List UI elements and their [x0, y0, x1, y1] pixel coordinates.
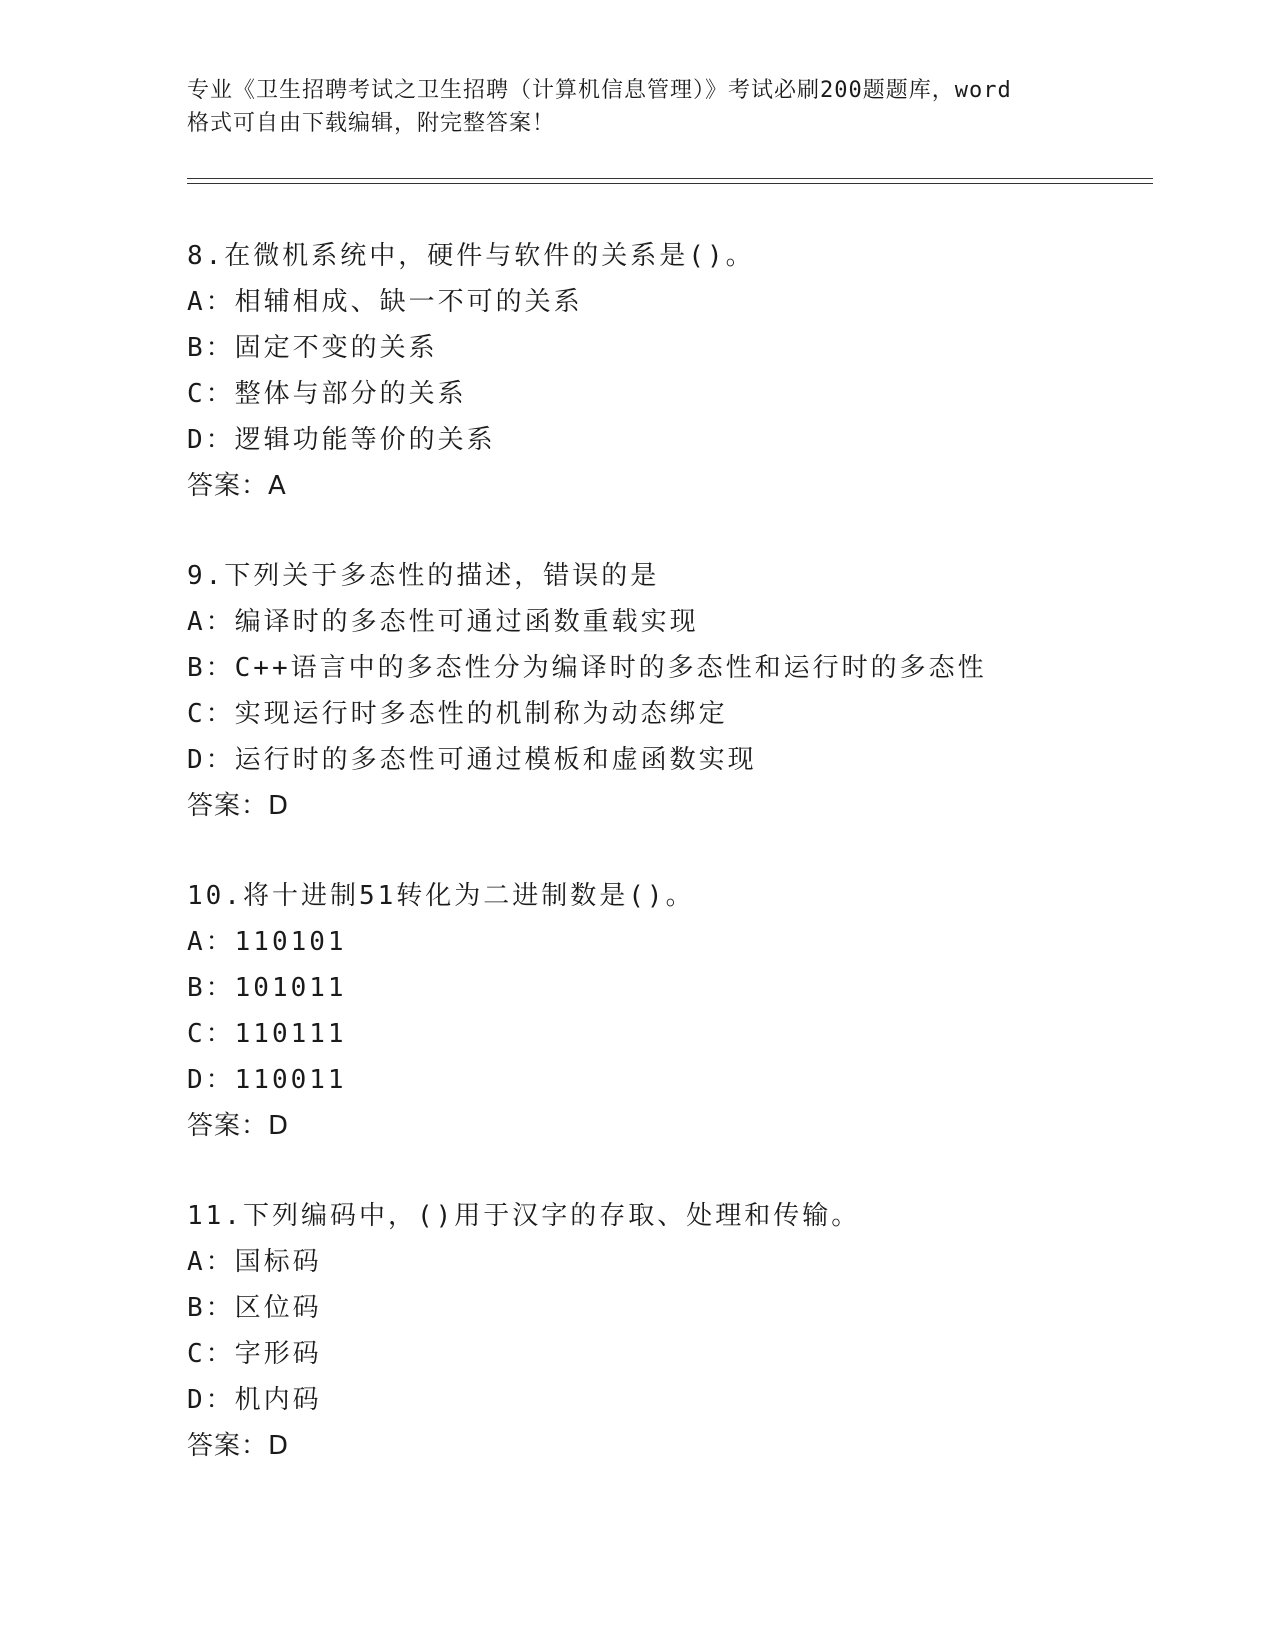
header-divider-top — [187, 178, 1153, 179]
question-stem: 10.将十进制51转化为二进制数是()。 — [187, 881, 695, 911]
option-a: A：110101 — [187, 927, 347, 957]
header-line-1: 专业《卫生招聘考试之卫生招聘（计算机信息管理）》考试必刷200题题库，word — [187, 78, 1012, 103]
option-d: D：机内码 — [187, 1385, 322, 1415]
option-c: C：110111 — [187, 1019, 347, 1049]
option-b: B：C++语言中的多态性分为编译时的多态性和运行时的多态性 — [187, 653, 987, 683]
document-header — [187, 74, 1087, 140]
answer-label: 答案：D — [187, 791, 290, 821]
option-b: B：101011 — [187, 973, 347, 1003]
answer-label: 答案：D — [187, 1431, 290, 1461]
answer-label: 答案：A — [187, 471, 287, 501]
question-stem: 9.下列关于多态性的描述，错误的是 — [187, 561, 660, 591]
option-d: D：逻辑功能等价的关系 — [187, 425, 496, 455]
option-d: D：110011 — [187, 1065, 347, 1095]
option-a: A：国标码 — [187, 1247, 322, 1277]
question-stem: 11.下列编码中，()用于汉字的存取、处理和传输。 — [187, 1201, 861, 1231]
option-c: C：实现运行时多态性的机制称为动态绑定 — [187, 699, 728, 729]
question-stem: 8.在微机系统中，硬件与软件的关系是()。 — [187, 241, 755, 271]
question-block-9 — [187, 553, 1147, 829]
option-c: C：整体与部分的关系 — [187, 379, 467, 409]
option-a: A：相辅相成、缺一不可的关系 — [187, 287, 583, 317]
answer-label: 答案：D — [187, 1111, 290, 1141]
question-block-10 — [187, 873, 1147, 1149]
option-a: A：编译时的多态性可通过函数重载实现 — [187, 607, 699, 637]
option-b: B：固定不变的关系 — [187, 333, 438, 363]
question-block-11 — [187, 1193, 1147, 1469]
option-c: C：字形码 — [187, 1339, 322, 1369]
header-divider-bottom — [187, 183, 1153, 184]
option-d: D：运行时的多态性可通过模板和虚函数实现 — [187, 745, 757, 775]
option-b: B：区位码 — [187, 1293, 322, 1323]
header-line-2: 格式可自由下载编辑，附完整答案！ — [187, 111, 556, 136]
question-block-8 — [187, 233, 1147, 509]
